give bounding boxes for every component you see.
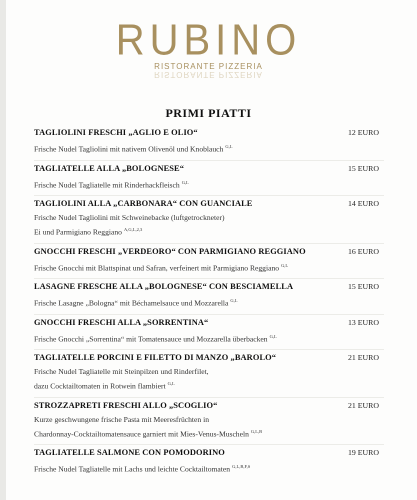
dish-header <box>34 247 384 256</box>
allergen-codes: G,L <box>230 298 238 304</box>
dish-item <box>34 445 384 480</box>
restaurant-logo <box>0 15 417 79</box>
dish-description-line: Kurze geschwungene frische Pasta mit Meeresfrüchten in <box>34 414 210 424</box>
allergen-codes: G,L <box>269 333 277 339</box>
dish-header <box>34 282 384 291</box>
dish-price: 15 EURO <box>348 282 379 292</box>
logo-subtitle-reflection: RISTORANTE PIZZERIA <box>154 70 263 79</box>
dish-price: 21 EURO <box>348 400 379 410</box>
dish-price: 21 EURO <box>348 353 379 363</box>
dish-name: TAGLIATELLE PORCINI E FILETTO DI MANZO „BAROLO“ <box>34 353 277 363</box>
dish-item <box>34 196 384 244</box>
section-title: PRIMI PIATTI <box>165 106 252 120</box>
dish-description-line: Frische Nudel Tagliatelle mit Rinderhackfleisch <box>34 180 180 190</box>
dish-name: TAGLIOLINI FRESCHI „AGLIO E OLIO“ <box>34 128 198 137</box>
dish-price: 19 EURO <box>348 448 379 458</box>
logo-subtitle: RISTORANTE PIZZERIA <box>154 62 263 71</box>
dish-item <box>34 350 384 398</box>
dish-description <box>34 212 324 239</box>
dish-description <box>34 141 324 156</box>
dish-header <box>34 401 384 410</box>
dish-item <box>34 244 384 280</box>
dish-description-line: Frische Nudel Tagliolini mit Schweinebacke (luftgetrockneter) <box>34 213 225 223</box>
dish-description-line: Frische Gnocchi „Sorrentina“ mit Tomatensauce und Mozzarella überbacken <box>34 334 268 344</box>
allergen-codes: G,L <box>167 381 175 387</box>
dish-item <box>34 279 384 315</box>
dish-description <box>34 295 324 310</box>
dish-header <box>34 199 384 208</box>
dish-name: GNOCCHI FRESCHI ALLA „SORRENTINA“ <box>34 317 209 327</box>
dish-name: TAGLIATELLE ALLA „BOLOGNESE“ <box>34 163 185 173</box>
logo-wordmark: RUBINO <box>115 15 302 65</box>
dish-list <box>34 125 384 480</box>
dish-price: 15 EURO <box>348 163 379 173</box>
dish-description-line: Frische Nudel Tagliatelle mit Steinpilzen und Rinderfilet, <box>34 367 209 377</box>
dish-description-line: Frische Gnocchi mit Blattspinat und Safran, verfeinert mit Parmigiano Reggiano <box>34 263 280 273</box>
allergen-codes: G,L,B <box>250 428 263 434</box>
dish-header <box>34 353 384 362</box>
dish-price: 13 EURO <box>348 317 379 327</box>
dish-name: TAGLIATELLE SALMONE CON POMODORINO <box>34 448 225 458</box>
dish-description <box>34 331 324 346</box>
allergen-codes: G,L <box>281 262 289 268</box>
dish-description-line: Frische Nudel Tagliolini mit nativem Olivenöl und Knoblauch <box>34 144 224 154</box>
dish-header <box>34 318 384 327</box>
dish-item <box>34 315 384 351</box>
dish-description-line: Frische Nudel Tagliatelle mit Lachs und leichte Cocktailtomaten <box>34 464 231 474</box>
allergen-codes: G,L <box>181 179 189 185</box>
dish-price: 12 EURO <box>348 128 379 137</box>
dish-item <box>34 398 384 446</box>
dish-description <box>34 414 324 441</box>
dish-price: 14 EURO <box>348 199 379 209</box>
dish-name: STROZZAPRETI FRESCHI ALLO „SCOGLIO“ <box>34 400 218 410</box>
dish-description-line: Ei und Parmigiano Reggiano <box>34 227 122 237</box>
dish-description-line: Frische Lasagne „Bologna“ mit Béchamelsauce und Mozzarella <box>34 298 229 308</box>
dish-description <box>34 260 324 275</box>
dish-description <box>34 366 324 393</box>
dish-name: TAGLIOLINI ALLA „CARBONARA“ CON GUANCIALE <box>34 199 253 209</box>
dish-header <box>34 164 384 173</box>
dish-name: LASAGNE FRESCHE ALLA „BOLOGNESE“ CON BESCIAMELLA <box>34 282 294 292</box>
allergen-codes: A,G,L,2,3 <box>123 227 143 233</box>
dish-header <box>34 128 384 137</box>
dish-description <box>34 177 324 192</box>
allergen-codes: G,L,B,F,S <box>232 464 251 470</box>
dish-price: 16 EURO <box>348 246 379 256</box>
dish-description-line: Chardonnay-Cocktailtomatensauce garniert mit Mies-Venus-Muscheln <box>34 429 249 439</box>
allergen-codes: G,L <box>225 144 233 149</box>
dish-name: GNOCCHI FRESCHI „VERDEORO“ CON PARMIGIANO REGGIANO <box>34 246 306 256</box>
dish-description-line: dazu Cocktailtomaten in Rotwein flambiert <box>34 381 166 391</box>
dish-header <box>34 448 384 457</box>
dish-item <box>34 125 384 161</box>
dish-description <box>34 461 324 476</box>
dish-item <box>34 161 384 197</box>
